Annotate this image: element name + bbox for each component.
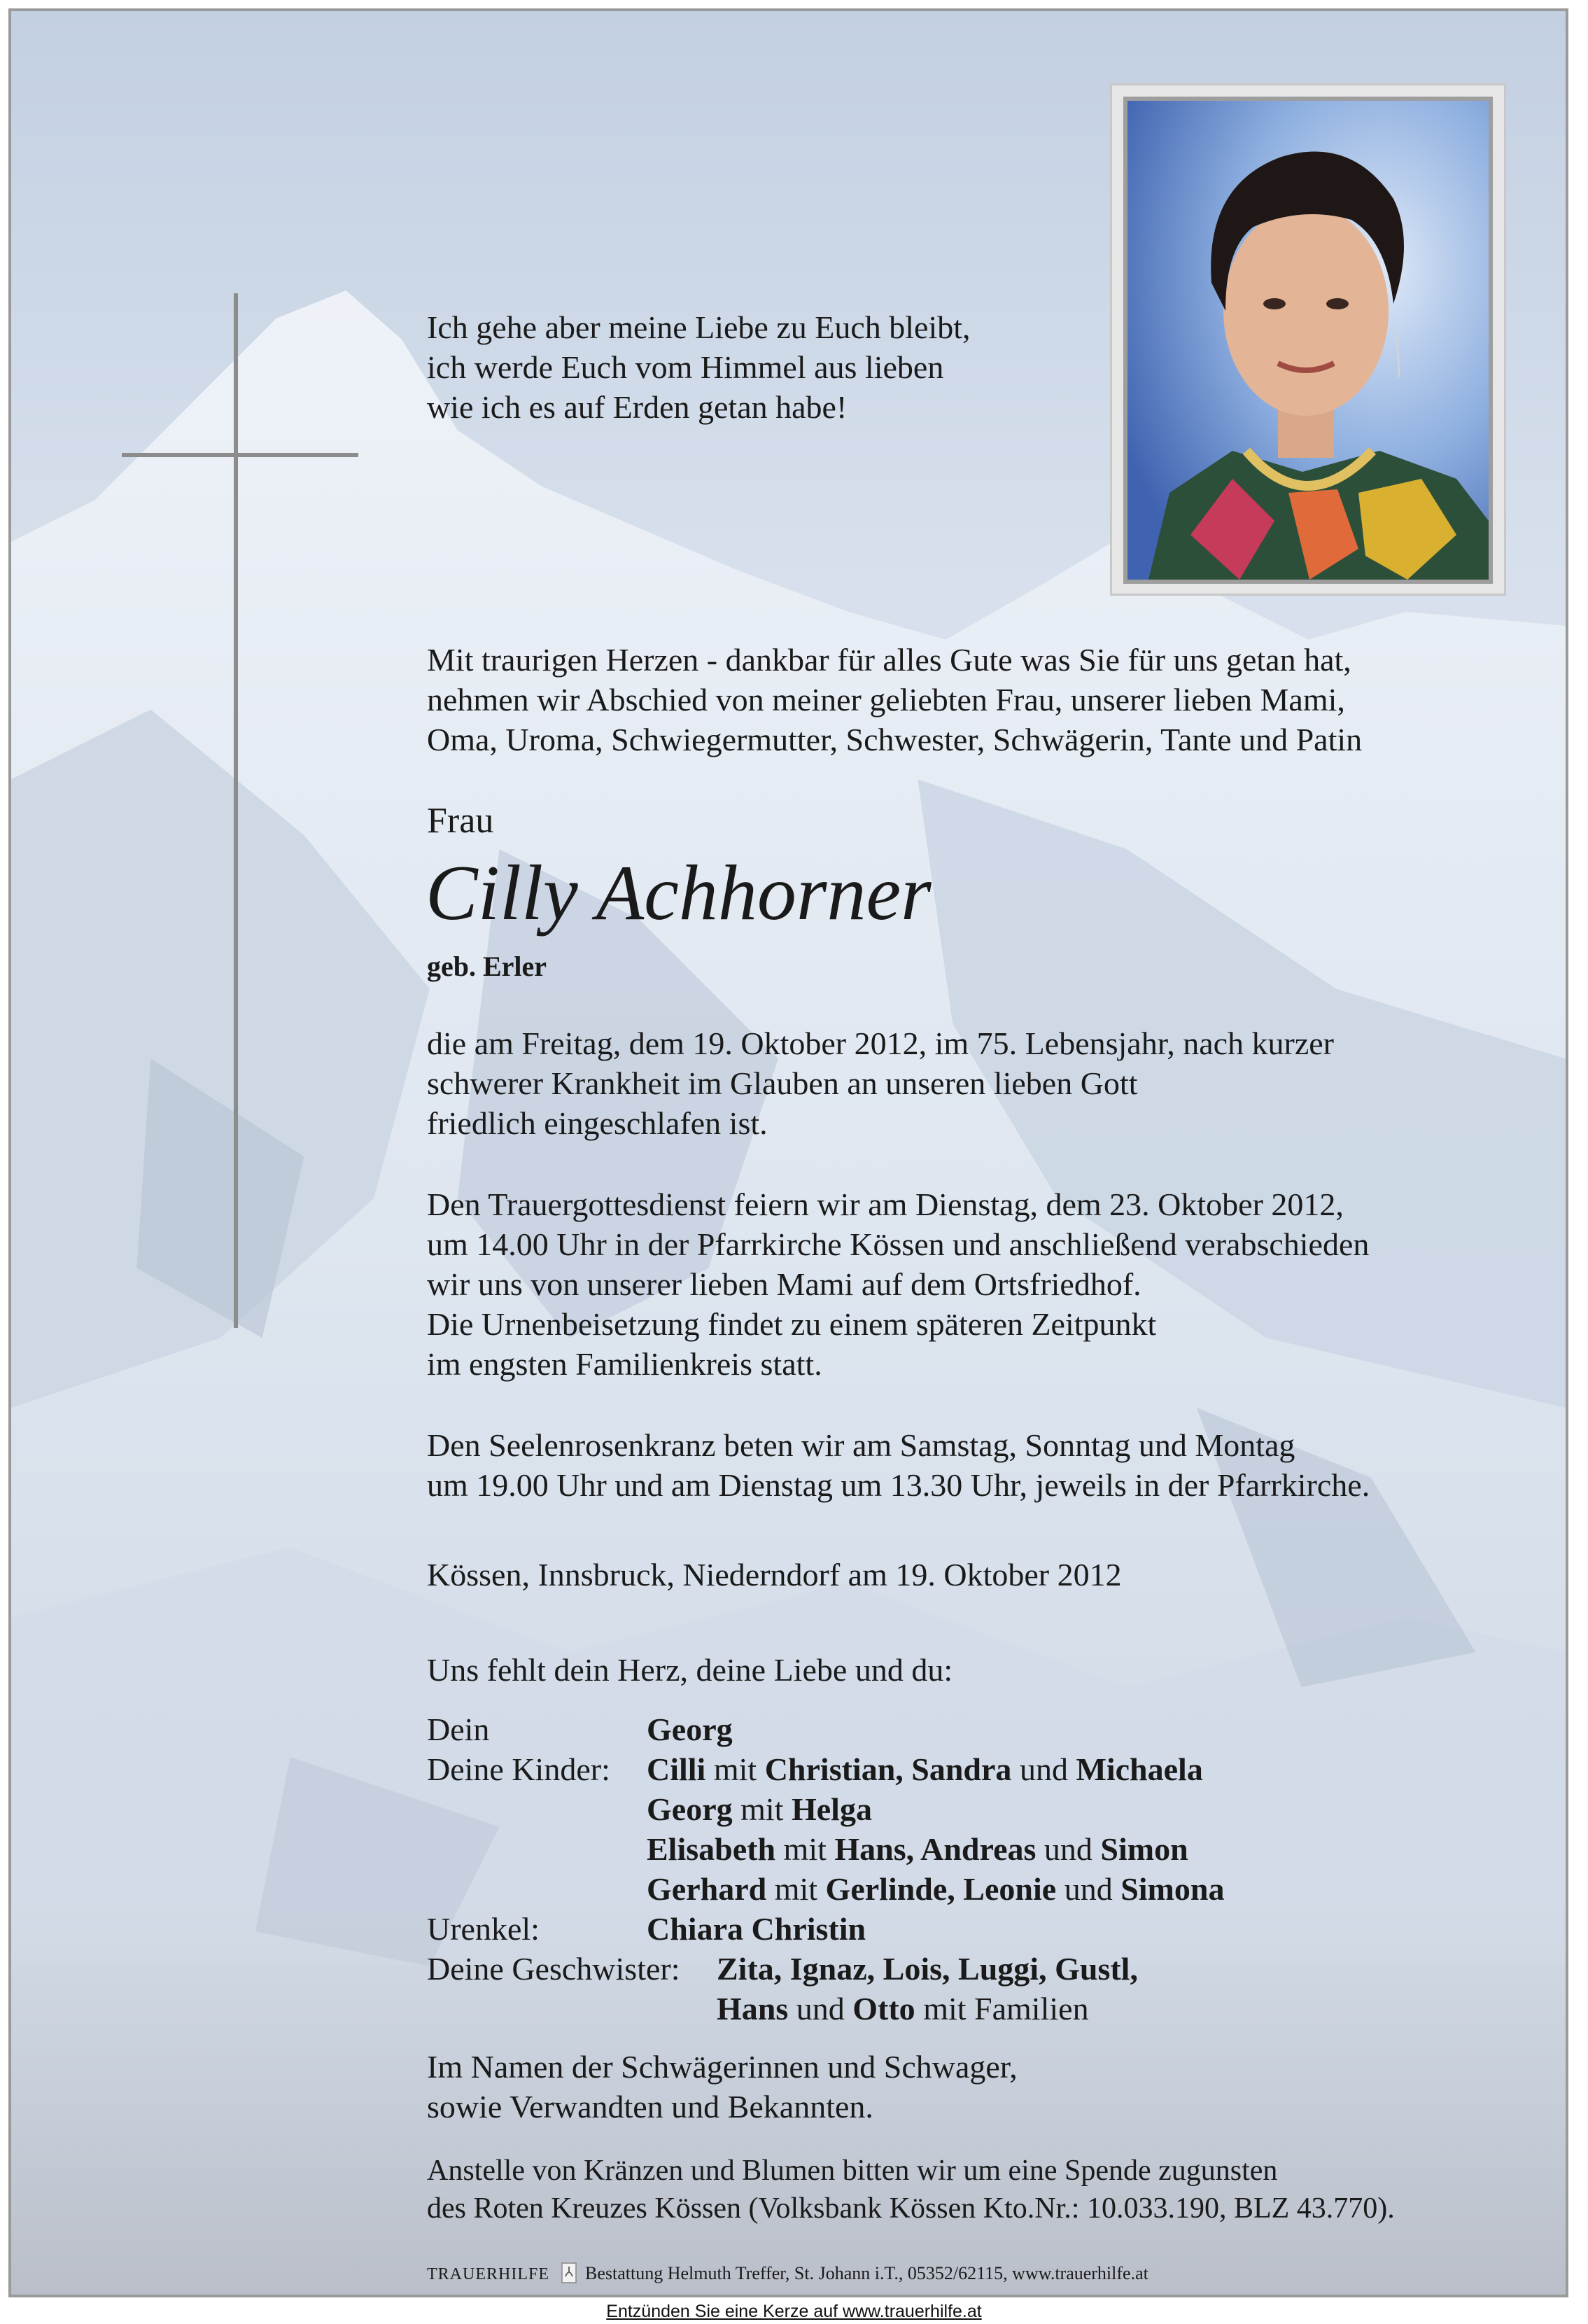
child-4-with: mit (774, 1871, 818, 1907)
child-4-and: und (1064, 1871, 1113, 1907)
footer-brand: TRAUERHILFE (427, 2265, 549, 2283)
obituary-card (8, 8, 1568, 2297)
child-3-name: Elisabeth (647, 1831, 776, 1867)
child-4-family-a: Gerlinde, Leonie (825, 1871, 1057, 1907)
rosary-line-2: um 19.00 Uhr und am Dienstag um 13.30 Uhr, jeweils in der Pfarrkirche. (427, 1467, 1370, 1503)
in-name-of-line-1: Im Namen der Schwägerinnen und Schwager, (427, 2049, 1018, 2085)
closing-line: Uns fehlt dein Herz, deine Liebe und du: (427, 1652, 953, 1688)
service-line-1: Den Trauergottesdienst feiern wir am Dienstag, dem 23. Oktober 2012, (427, 1186, 1344, 1222)
maiden-name: geb. Erler (427, 951, 547, 982)
portrait-photo (1123, 97, 1493, 584)
deceased-name: Cilly Achhorner (426, 850, 932, 937)
child-1-family-a: Christian, Sandra (764, 1751, 1012, 1787)
great-grandchild-name: Chiara Christin (647, 1911, 866, 1947)
service-line-2: um 14.00 Uhr in der Pfarrkirche Kössen und anschließend verabschieden (427, 1226, 1370, 1262)
child-3-and: und (1044, 1831, 1092, 1867)
child-2-with: mit (740, 1791, 784, 1827)
footer-line (427, 2262, 1148, 2284)
cross-vertical-bar (234, 293, 238, 1328)
child-1-and: und (1019, 1751, 1068, 1787)
quote-line-2: ich werde Euch vom Himmel aus lieben (427, 349, 944, 385)
rosary-line-1: Den Seelenrosenkranz beten wir am Samstag, Sonntag und Montag (427, 1427, 1295, 1463)
siblings-and: und (796, 1991, 845, 2026)
in-name-of-line-2: sowie Verwandten und Bekannten. (427, 2089, 873, 2124)
child-3-with: mit (783, 1831, 827, 1867)
siblings-label: Deine Geschwister: (427, 1951, 680, 1987)
intro-line-1: Mit traurigen Herzen - dankbar für alles Gute was Sie für uns getan hat, (427, 642, 1351, 678)
candle-link[interactable]: Entzünden Sie eine Kerze auf www.trauerhilfe.at (606, 2302, 982, 2321)
sibling-otto: Otto (852, 1991, 915, 2026)
cross-horizontal-bar (122, 453, 358, 457)
portrait-photo-frame (1110, 83, 1506, 596)
death-notice-line-1: die am Freitag, dem 19. Oktober 2012, im 75. Lebensjahr, nach kurzer (427, 1026, 1334, 1061)
child-1-family-b: Michaela (1076, 1751, 1203, 1787)
quote-line-3: wie ich es auf Erden getan habe! (427, 389, 848, 425)
death-notice-line-2: schwerer Krankheit im Glauben an unseren lieben Gott (427, 1065, 1138, 1101)
child-3-family-b: Simon (1100, 1831, 1188, 1867)
great-grandchild-label: Urenkel: (427, 1911, 540, 1947)
child-1-name: Cilli (647, 1751, 706, 1787)
salutation: Frau (427, 801, 494, 841)
child-1-with: mit (713, 1751, 757, 1787)
donation-line-1: Anstelle von Kränzen und Blumen bitten wir um eine Spende zugunsten (427, 2155, 1278, 2187)
death-notice-line-3: friedlich eingeschlafen ist. (427, 1105, 768, 1141)
service-line-5: im engsten Familienkreis statt. (427, 1346, 822, 1382)
sibling-hans: Hans (717, 1991, 789, 2026)
place-date: Kössen, Innsbruck, Niederndorf am 19. Oktober 2012 (427, 1557, 1122, 1592)
siblings-line-1: Zita, Ignaz, Lois, Luggi, Gustl, (717, 1951, 1138, 1987)
service-line-4: Die Urnenbeisetzung findet zu einem späteren Zeitpunkt (427, 1306, 1157, 1342)
child-4-family-b: Simona (1120, 1871, 1225, 1907)
siblings-suffix: mit Familien (923, 1991, 1089, 2026)
trauerhilfe-logo-icon (561, 2262, 577, 2283)
footer-text: Bestattung Helmuth Treffer, St. Johann i.T., 05352/62115, www.trauerhilfe.at (585, 2263, 1148, 2283)
child-3-family-a: Hans, Andreas (834, 1831, 1037, 1867)
child-4-name: Gerhard (647, 1871, 767, 1907)
husband-label: Dein (427, 1712, 490, 1747)
service-line-3: wir uns von unserer lieben Mami auf dem Ortsfriedhof. (427, 1266, 1141, 1302)
intro-line-3: Oma, Uroma, Schwiegermutter, Schwester, Schwägerin, Tante und Patin (427, 722, 1363, 757)
quote-line-1: Ich gehe aber meine Liebe zu Euch bleibt, (427, 309, 971, 345)
children-label: Deine Kinder: (427, 1751, 610, 1787)
donation-line-2: des Roten Kreuzes Kössen (Volksbank Kössen Kto.Nr.: 10.033.190, BLZ 43.770). (427, 2192, 1395, 2225)
husband-name: Georg (647, 1712, 733, 1747)
child-2-name: Georg (647, 1791, 733, 1827)
intro-line-2: nehmen wir Abschied von meiner geliebten Frau, unserer lieben Mami, (427, 682, 1345, 718)
child-2-family: Helga (791, 1791, 872, 1827)
